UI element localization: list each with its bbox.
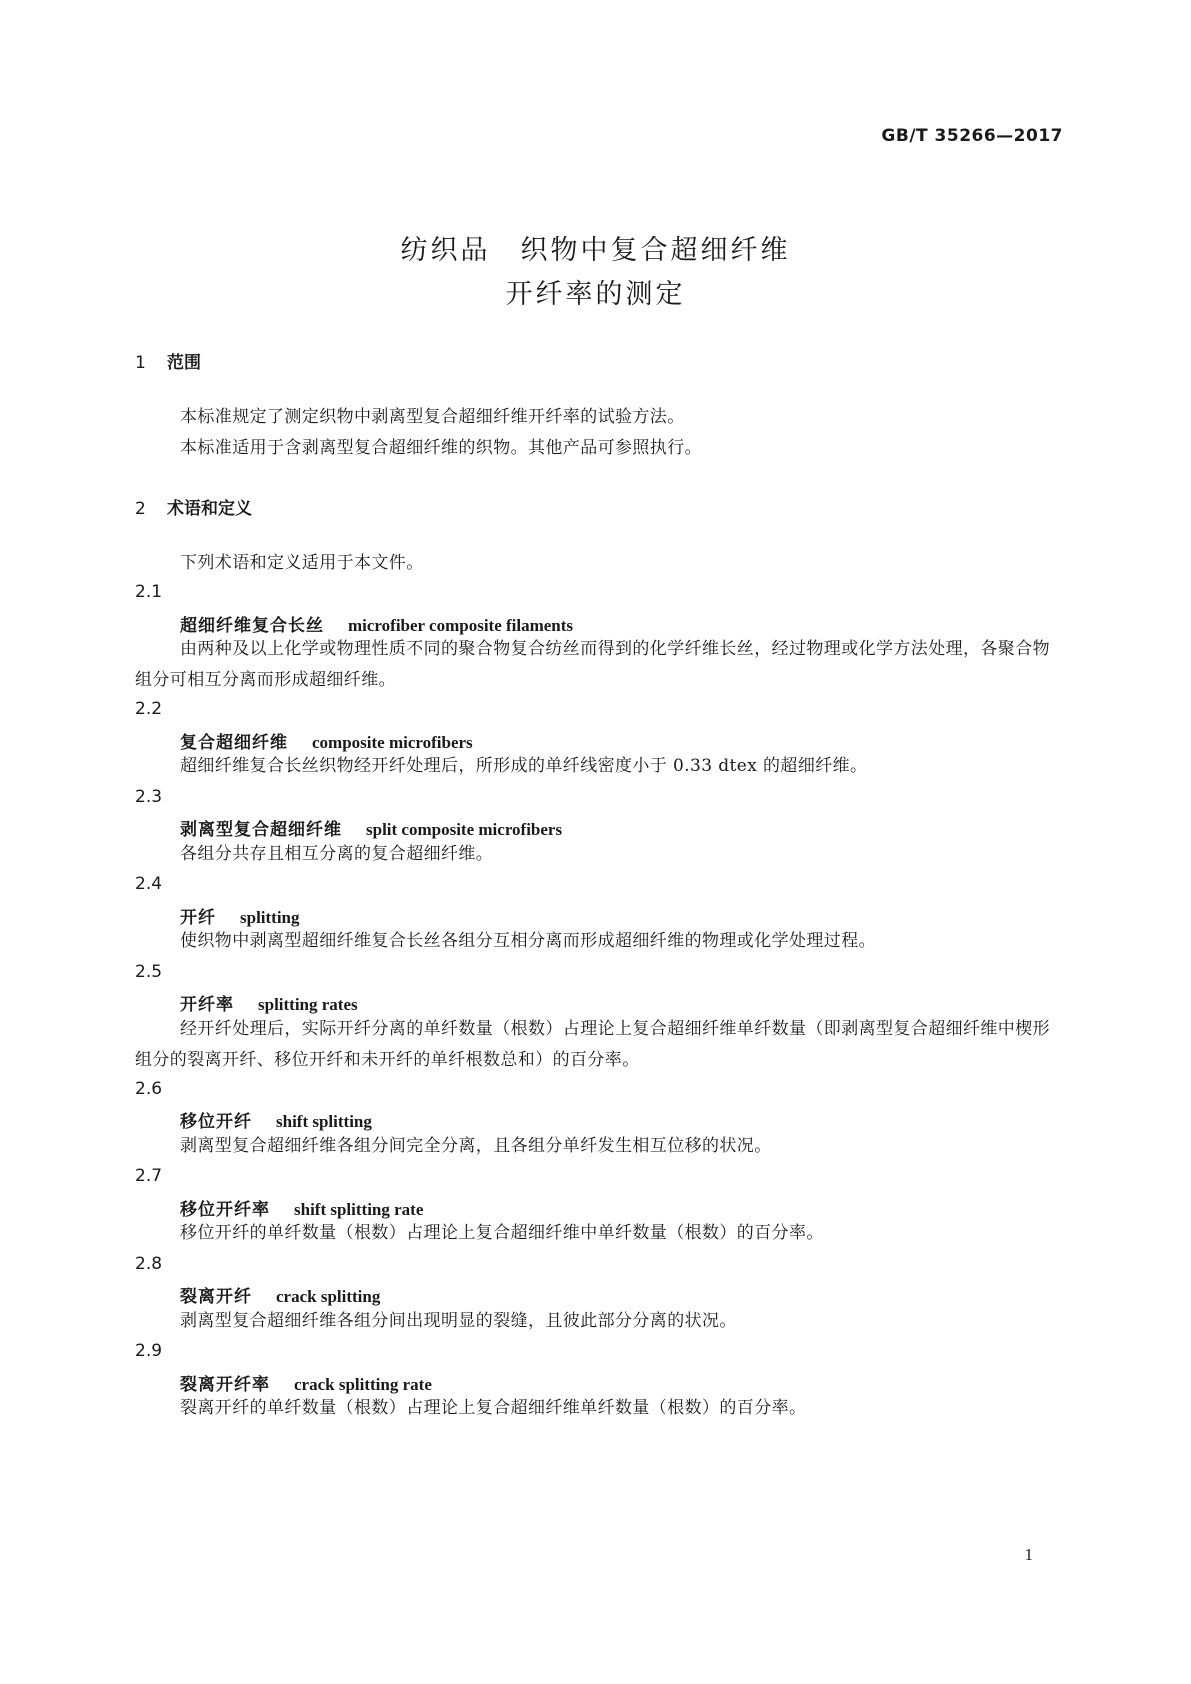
term-title (180, 1282, 380, 1307)
section-1-paragraph-2: 本标准适用于含剥离型复合超细纤维的织物。其他产品可参照执行。 (180, 438, 702, 458)
term-zh: 复合超细纤维 (180, 733, 288, 753)
term-definition: 经开纤处理后，实际开纤分离的单纤数量（根数）占理论上复合超细纤维单纤数量（即剥离型复合超细纤维中楔形组分的裂离开纤、移位开纤和未开纤的单纤根数总和）的百分率。 (135, 1019, 1050, 1070)
term-definition: 各组分共存且相互分离的复合超细纤维。 (180, 844, 494, 864)
page-number: 1 (1024, 1545, 1033, 1564)
term-title (180, 990, 358, 1015)
term-number: 2.9 (135, 1341, 163, 1361)
term-zh: 移位开纤率 (180, 1200, 270, 1220)
section-1-title: 范围 (167, 353, 201, 373)
term-title (180, 903, 300, 928)
term-definition: 剥离型复合超细纤维各组分间完全分离，且各组分单纤发生相互位移的状况。 (180, 1136, 772, 1156)
term-title (180, 815, 562, 840)
term-definition: 裂离开纤的单纤数量（根数）占理论上复合超细纤维单纤数量（根数）的百分率。 (180, 1398, 807, 1418)
term-en: crack splitting rate (294, 1375, 432, 1394)
term-definition: 剥离型复合超细纤维各组分间出现明显的裂缝，且彼此部分分离的状况。 (180, 1311, 737, 1331)
term-number: 2.4 (135, 874, 163, 894)
section-1-heading (135, 348, 201, 373)
term-en: split composite microfibers (366, 820, 563, 839)
term-title (180, 1195, 423, 1220)
document-title-line2: 开纤率的测定 (505, 279, 686, 310)
term-zh: 超细纤维复合长丝 (180, 616, 324, 636)
term-definition: 由两种及以上化学或物理性质不同的聚合物复合纺丝而得到的化学纤维长丝，经过物理或化学方法处理，各聚合物组分可相互分离而形成超细纤维。 (135, 639, 1050, 690)
term-en: microfiber composite filaments (348, 616, 574, 635)
term-en: composite microfibers (312, 733, 473, 752)
term-en: splitting rates (258, 995, 358, 1014)
term-number: 2.5 (135, 962, 163, 982)
term-definition: 移位开纤的单纤数量（根数）占理论上复合超细纤维中单纤数量（根数）的百分率。 (180, 1223, 824, 1243)
term-zh: 移位开纤 (180, 1112, 252, 1132)
term-zh: 剥离型复合超细纤维 (180, 820, 342, 840)
standard-code: GB/T 35266—2017 (881, 126, 1063, 146)
term-en: crack splitting (276, 1287, 381, 1306)
term-title (180, 611, 573, 636)
term-number: 2.2 (135, 699, 163, 719)
section-2-title: 术语和定义 (167, 499, 252, 519)
term-zh: 开纤率 (180, 995, 234, 1015)
term-title (180, 1370, 432, 1395)
term-number: 2.3 (135, 787, 163, 807)
section-2-intro: 下列术语和定义适用于本文件。 (180, 553, 424, 573)
term-definition: 超细纤维复合长丝织物经开纤处理后，所形成的单纤线密度小于 0.33 dtex 的超细纤维。 (180, 756, 868, 776)
section-2-number: 2 (135, 499, 146, 519)
section-1-paragraph-1: 本标准规定了测定织物中剥离型复合超细纤维开纤率的试验方法。 (180, 407, 685, 427)
term-title (180, 1107, 372, 1132)
term-definition: 使织物中剥离型超细纤维复合长丝各组分互相分离而形成超细纤维的物理或化学处理过程。 (180, 931, 876, 951)
term-en: splitting (240, 908, 300, 927)
term-en: shift splitting rate (294, 1200, 424, 1219)
term-number: 2.8 (135, 1254, 163, 1274)
section-1-number: 1 (135, 353, 146, 373)
term-zh: 开纤 (180, 908, 216, 928)
term-number: 2.6 (135, 1079, 163, 1099)
term-zh: 裂离开纤率 (180, 1375, 270, 1395)
term-zh: 裂离开纤 (180, 1287, 252, 1307)
section-2-heading (135, 494, 252, 519)
term-number: 2.7 (135, 1166, 163, 1186)
term-en: shift splitting (276, 1112, 372, 1131)
term-title (180, 728, 473, 753)
document-title-line1: 纺织品 织物中复合超细纤维 (400, 235, 791, 266)
term-number: 2.1 (135, 582, 163, 602)
